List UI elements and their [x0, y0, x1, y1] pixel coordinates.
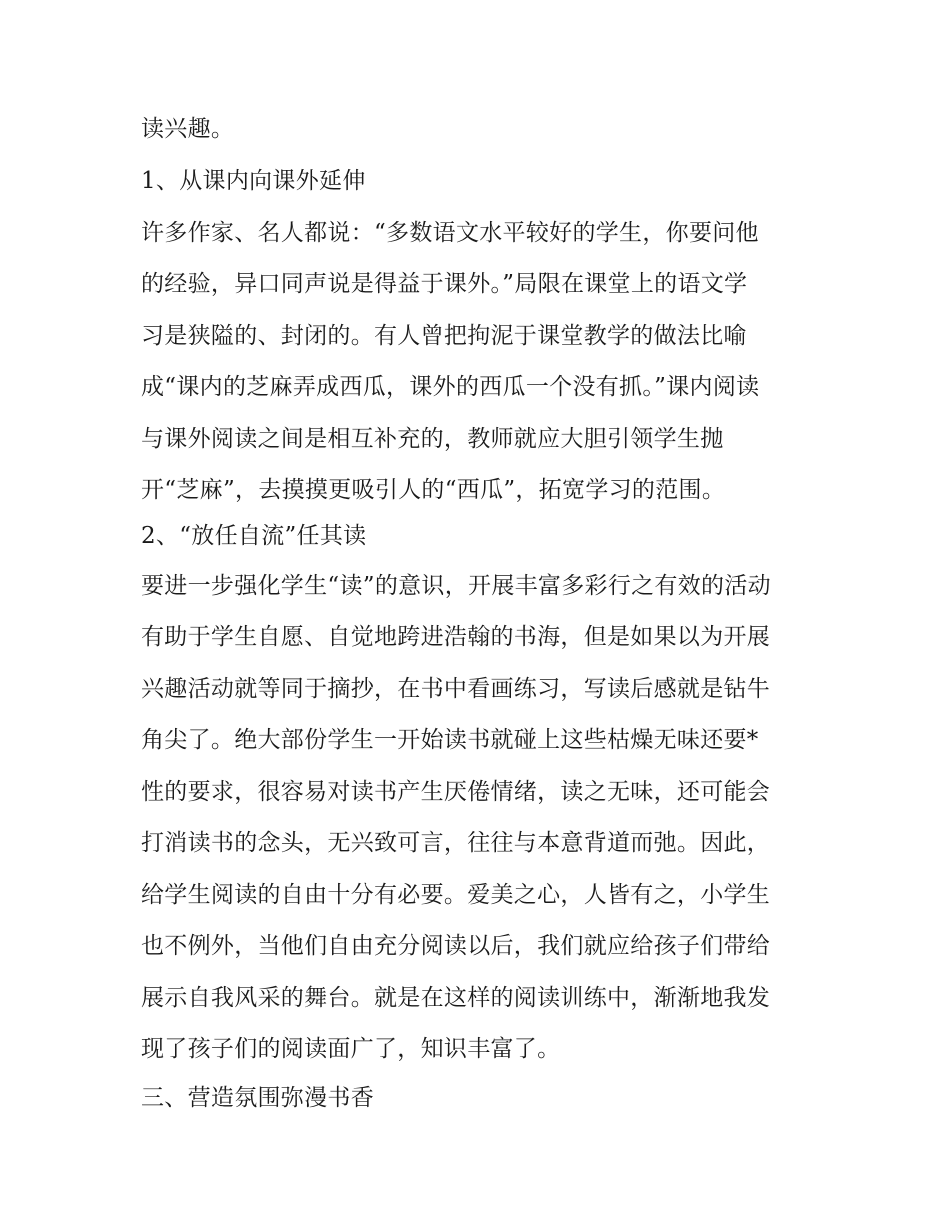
- text-line: 有助于学生自愿、自觉地跨进浩翰的书海，但是如果以为开展: [141, 624, 771, 650]
- text-line: 现了孩子们的阅读面广了，知识丰富了。: [141, 1036, 561, 1062]
- text-line: 性的要求，很容易对读书产生厌倦情绪，读之无味，还可能会: [141, 779, 771, 805]
- text-line: 开“芝麻”，去摸摸更吸引人的“西瓜”，拓宽学习的范围。: [141, 477, 726, 503]
- section-heading-1: 1、从课内向课外延伸: [141, 168, 366, 194]
- text-line: 给学生阅读的自由十分有必要。爱美之心，人皆有之，小学生: [141, 882, 771, 908]
- text-line: 的经验，异口同声说是得益于课外。”局限在课堂上的语文学: [141, 271, 748, 297]
- section-heading-3: 三、营造氛围弥漫书香: [141, 1085, 374, 1111]
- text-line: 习是狭隘的、封闭的。有人曾把拘泥于课堂教学的做法比喻: [141, 323, 747, 349]
- text-line: 要进一步强化学生“读”的意识，开展丰富多彩行之有效的活动: [141, 573, 771, 599]
- text-line: 许多作家、名人都说：“多数语文水平较好的学生，你要问他: [141, 220, 759, 246]
- text-line: 兴趣活动就等同于摘抄，在书中看画练习，写读后感就是钻牛: [141, 676, 771, 702]
- section-heading-2: 2、“放任自流”任其读: [141, 523, 367, 549]
- text-line: 打消读书的念头，无兴致可言，往往与本意背道而弛。因此，: [141, 830, 771, 856]
- text-line: 也不例外，当他们自由充分阅读以后，我们就应给孩子们带给: [141, 933, 771, 959]
- text-line: 角尖了。绝大部份学生一开始读书就碰上这些枯燥无味还要*: [141, 727, 759, 753]
- text-line: 成“课内的芝麻弄成西瓜，课外的西瓜一个没有抓。”课内阅读: [141, 374, 760, 400]
- text-line: 与课外阅读之间是相互补充的，教师就应大胆引领学生抛: [141, 426, 724, 452]
- text-line: 展示自我风采的舞台。就是在这样的阅读训练中，渐渐地我发: [141, 985, 771, 1011]
- text-line: 读兴趣。: [141, 116, 235, 142]
